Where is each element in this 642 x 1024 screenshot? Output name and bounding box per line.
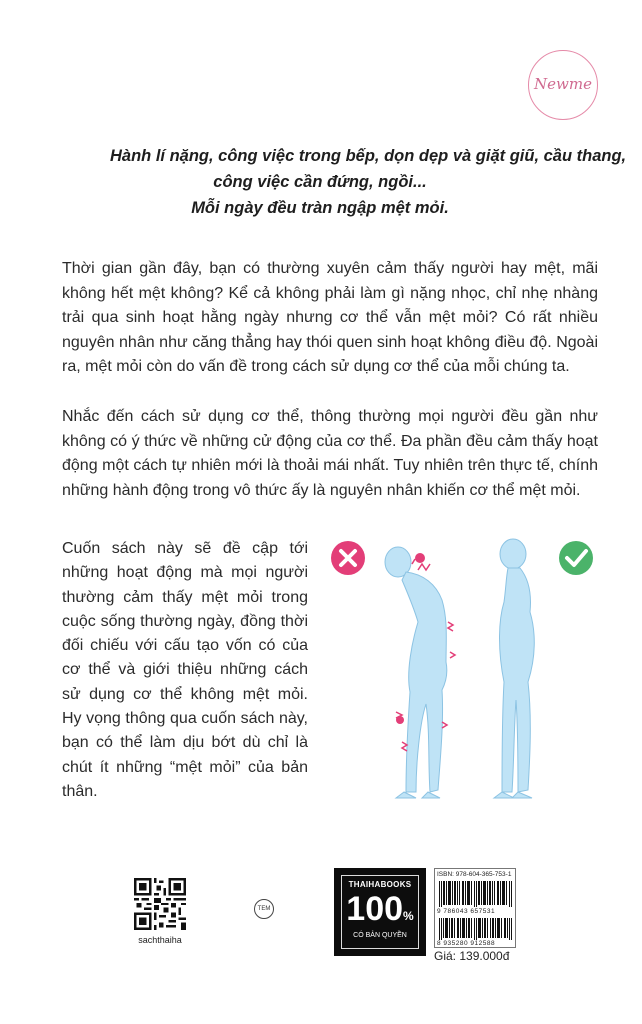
intro-block [110, 143, 627, 221]
isbn-barcode [439, 881, 513, 907]
badge-subtitle: CÓ BẢN QUYỀN [353, 932, 407, 939]
check-mark-icon [559, 541, 593, 575]
badge-brand: THAIHABOOKS [348, 880, 412, 889]
upright-figure [494, 539, 534, 798]
badge-percent: % [403, 909, 414, 923]
qr-code[interactable] [134, 878, 186, 930]
x-mark-icon [331, 541, 365, 575]
badge-number-value: 100 [346, 890, 404, 928]
badge-number [336, 890, 424, 929]
body-paragraph-3: Cuốn sách này sẽ đề cập tới những hoạt động mà mọi người thường cảm thấy mệt mỏi trong cuộc sống thường ngày, đồng thời đối chiếu với cấu tạo vốn có của cơ thể và giới thiệu những cách sử dụng cơ thể không mệt mỏi. Hy vọng thông qua cuốn sách này, bạn có thể làm dịu bớt dù chỉ là chút ít những “mệt mỏi” của bản thân. [62, 540, 308, 800]
isbn-barcode-number: 9 786043 657531 [437, 908, 496, 915]
qr-label: sachthaiha [138, 935, 182, 945]
tem-stamp: TEM [254, 899, 274, 919]
copyright-badge [334, 868, 426, 956]
barcode-panel [434, 868, 516, 948]
intro-line-2: công việc cần đứng, ngồi... [213, 173, 427, 191]
logo-text: Newme [534, 75, 592, 93]
posture-illustration [318, 522, 618, 812]
intro-line-3: Mỗi ngày đều tràn ngập mệt mỏi. [191, 199, 449, 217]
price-label: Giá: 139.000đ [434, 949, 510, 963]
body-paragraph-2: Nhắc đến cách sử dụng cơ thể, thông thường mọi người đều gần như không có ý thức về những cử động của cơ thể. Đa phần đều cảm thấy hoạt động một cách tự nhiên mới là thoải mái nhất. Tuy nhiên trên thực tế, chính những hành động trong vô thức ấy là nguyên nhân khiến cơ thể mệt mỏi. [62, 408, 598, 499]
product-barcode-number: 8 935280 912588 [437, 940, 496, 947]
product-barcode [439, 918, 513, 940]
body-paragraph-1: Thời gian gần đây, bạn có thường xuyên cảm thấy người hay mệt, mãi không hết mệt không? Kể cả không phải làm gì nặng nhọc, chỉ nhẹ nhàng trải qua sinh hoạt hằng ngày nhưng cơ thể vẫn mệt mỏi? Có rất nhiều nguyên nhân như căng thẳng hay thói quen sinh hoạt không điều độ. Ngoài ra, mệt mỏi còn do vấn đề trong cách sử dụng cơ thể của mỗi chúng ta. [62, 260, 598, 375]
intro-line-1: Hành lí nặng, công việc trong bếp, dọn dẹp và giặt giũ, cầu thang, [110, 147, 627, 165]
newme-logo [528, 50, 598, 120]
isbn-label: ISBN: 978-604-365-753-1 [437, 871, 512, 878]
slouched-figure [385, 547, 447, 798]
